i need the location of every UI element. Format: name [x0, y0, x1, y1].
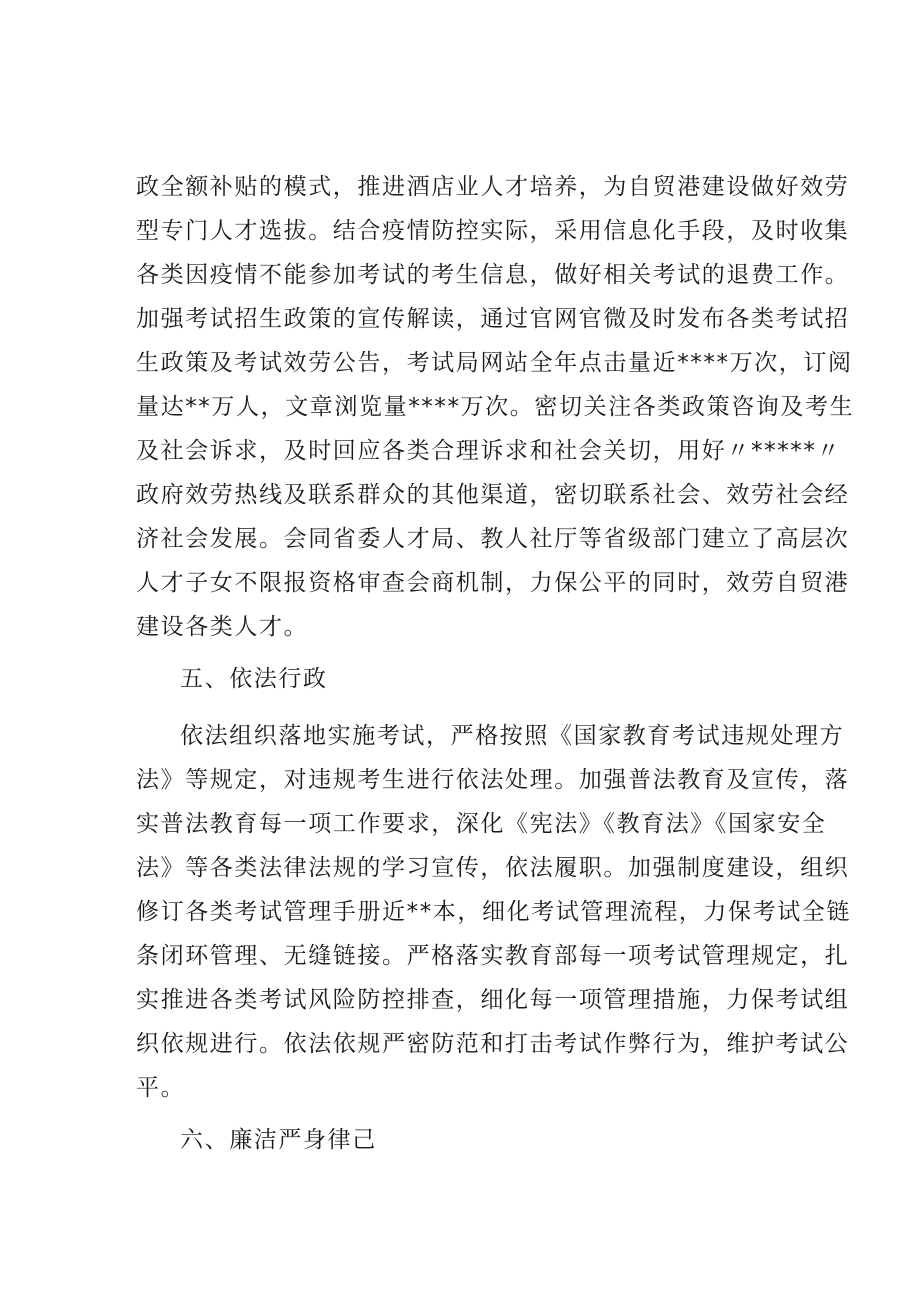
paragraph-2-line-4: 法》等各类法律法规的学习宣传，依法履职。加强制度建设，组织 [136, 855, 850, 881]
paragraph-2-line-8: 织依规进行。依法依规严密防范和打击考试作弊行为，维护考试公 [136, 1031, 850, 1057]
paragraph-2-line-2: 法》等规定，对违规考生进行依法处理。加强普法教育及宣传，落 [136, 767, 850, 793]
paragraph-1-line-10: 人才子女不限报资格审查会商机制，力保公平的同时，效劳自贸港 [136, 570, 850, 596]
paragraph-2-line-5: 修订各类考试管理手册近**本，细化考试管理流程，力保考试全链 [136, 899, 851, 925]
section-heading-6: 六、廉洁严身律己 [180, 1127, 377, 1153]
paragraph-1-line-4: 加强考试招生政策的宣传解读，通过官网官微及时发布各类考试招 [136, 306, 850, 332]
paragraph-2-line-1: 依法组织落地实施考试，严格按照《国家教育考试违规处理方 [180, 723, 845, 749]
paragraph-2-line-3: 实普法教育每一项工作要求，深化《宪法》《教育法》《国家安全 [136, 811, 827, 837]
paragraph-2-line-6: 条闭环管理、无缝链接。严格落实教育部每一项考试管理规定，扎 [136, 943, 850, 969]
paragraph-1-line-8: 政府效劳热线及联系群众的其他渠道，密切联系社会、效劳社会经 [136, 482, 850, 508]
paragraph-1-line-5: 生政策及考试效劳公告，考试局网站全年点击量近****万次，订阅 [136, 350, 853, 376]
paragraph-1-line-6: 量达**万人，文章浏览量****万次。密切关注各类政策咨询及考生 [136, 394, 855, 420]
paragraph-2-line-7: 实推进各类考试风险防控排查，细化每一项管理措施，力保考试组 [136, 987, 850, 1013]
paragraph-1-line-1: 政全额补贴的模式，推进酒店业人才培养，为自贸港建设做好效劳 [136, 174, 850, 200]
paragraph-1-line-11: 建设各类人才。 [136, 614, 309, 640]
paragraph-1-line-2: 型专门人才选拔。结合疫情防控实际，采用信息化手段，及时收集 [136, 218, 850, 244]
paragraph-2-line-9: 平。 [136, 1075, 186, 1101]
paragraph-1-line-3: 各类因疫情不能参加考试的考生信息，做好相关考试的退费工作。 [136, 262, 850, 288]
paragraph-1-line-7: 及社会诉求，及时回应各类合理诉求和社会关切，用好〃*****〃 [136, 438, 842, 464]
paragraph-1-line-9: 济社会发展。会同省委人才局、教人社厅等省级部门建立了高层次 [136, 526, 850, 552]
section-heading-5: 五、依法行政 [180, 666, 328, 692]
